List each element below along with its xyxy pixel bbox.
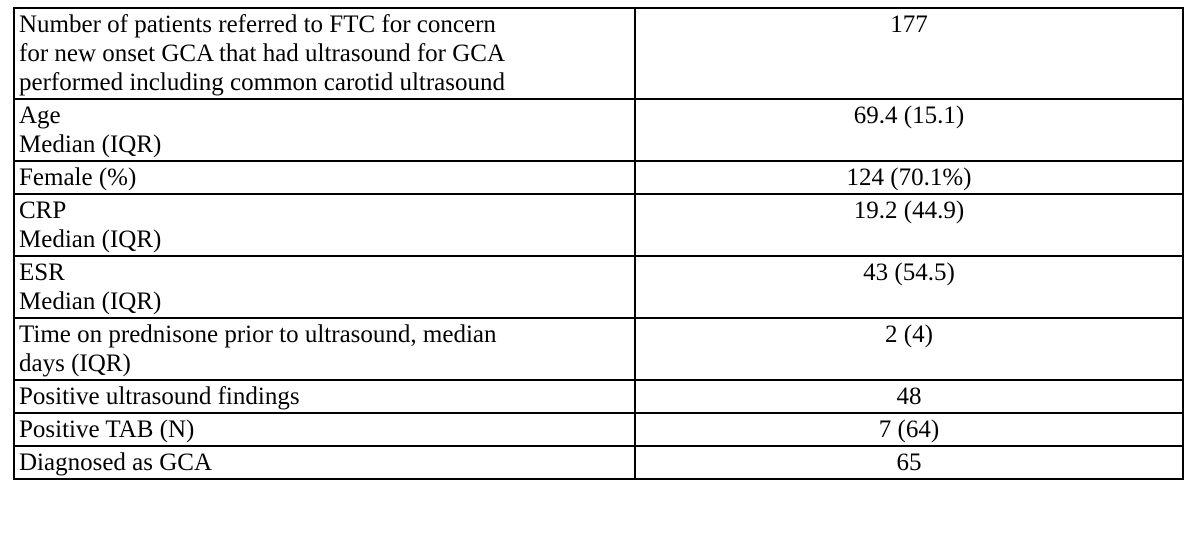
row-value: 177	[635, 8, 1183, 99]
row-label: Age Median (IQR)	[14, 99, 635, 161]
characteristics-table	[13, 7, 1184, 480]
table-row	[14, 256, 1183, 318]
row-value: 19.2 (44.9)	[635, 194, 1183, 256]
row-value: 65	[635, 446, 1183, 479]
row-value: 48	[635, 380, 1183, 413]
table-row	[14, 318, 1183, 380]
row-label: ESR Median (IQR)	[14, 256, 635, 318]
table-row	[14, 8, 1183, 99]
row-label: Female (%)	[14, 161, 635, 194]
table-row	[14, 380, 1183, 413]
row-label: Positive ultrasound findings	[14, 380, 635, 413]
row-label: CRP Median (IQR)	[14, 194, 635, 256]
table-row	[14, 161, 1183, 194]
row-label: Positive TAB (N)	[14, 413, 635, 446]
row-value: 124 (70.1%)	[635, 161, 1183, 194]
row-value: 43 (54.5)	[635, 256, 1183, 318]
row-value: 69.4 (15.1)	[635, 99, 1183, 161]
row-value: 2 (4)	[635, 318, 1183, 380]
row-label: Number of patients referred to FTC for concern for new onset GCA that had ultrasound for GCA performed including common carotid ultrasound	[14, 8, 635, 99]
row-label: Time on prednisone prior to ultrasound, median days (IQR)	[14, 318, 635, 380]
table-row	[14, 194, 1183, 256]
row-value: 7 (64)	[635, 413, 1183, 446]
table-body	[14, 8, 1183, 479]
table-row	[14, 446, 1183, 479]
table-row	[14, 99, 1183, 161]
row-label: Diagnosed as GCA	[14, 446, 635, 479]
table-row	[14, 413, 1183, 446]
